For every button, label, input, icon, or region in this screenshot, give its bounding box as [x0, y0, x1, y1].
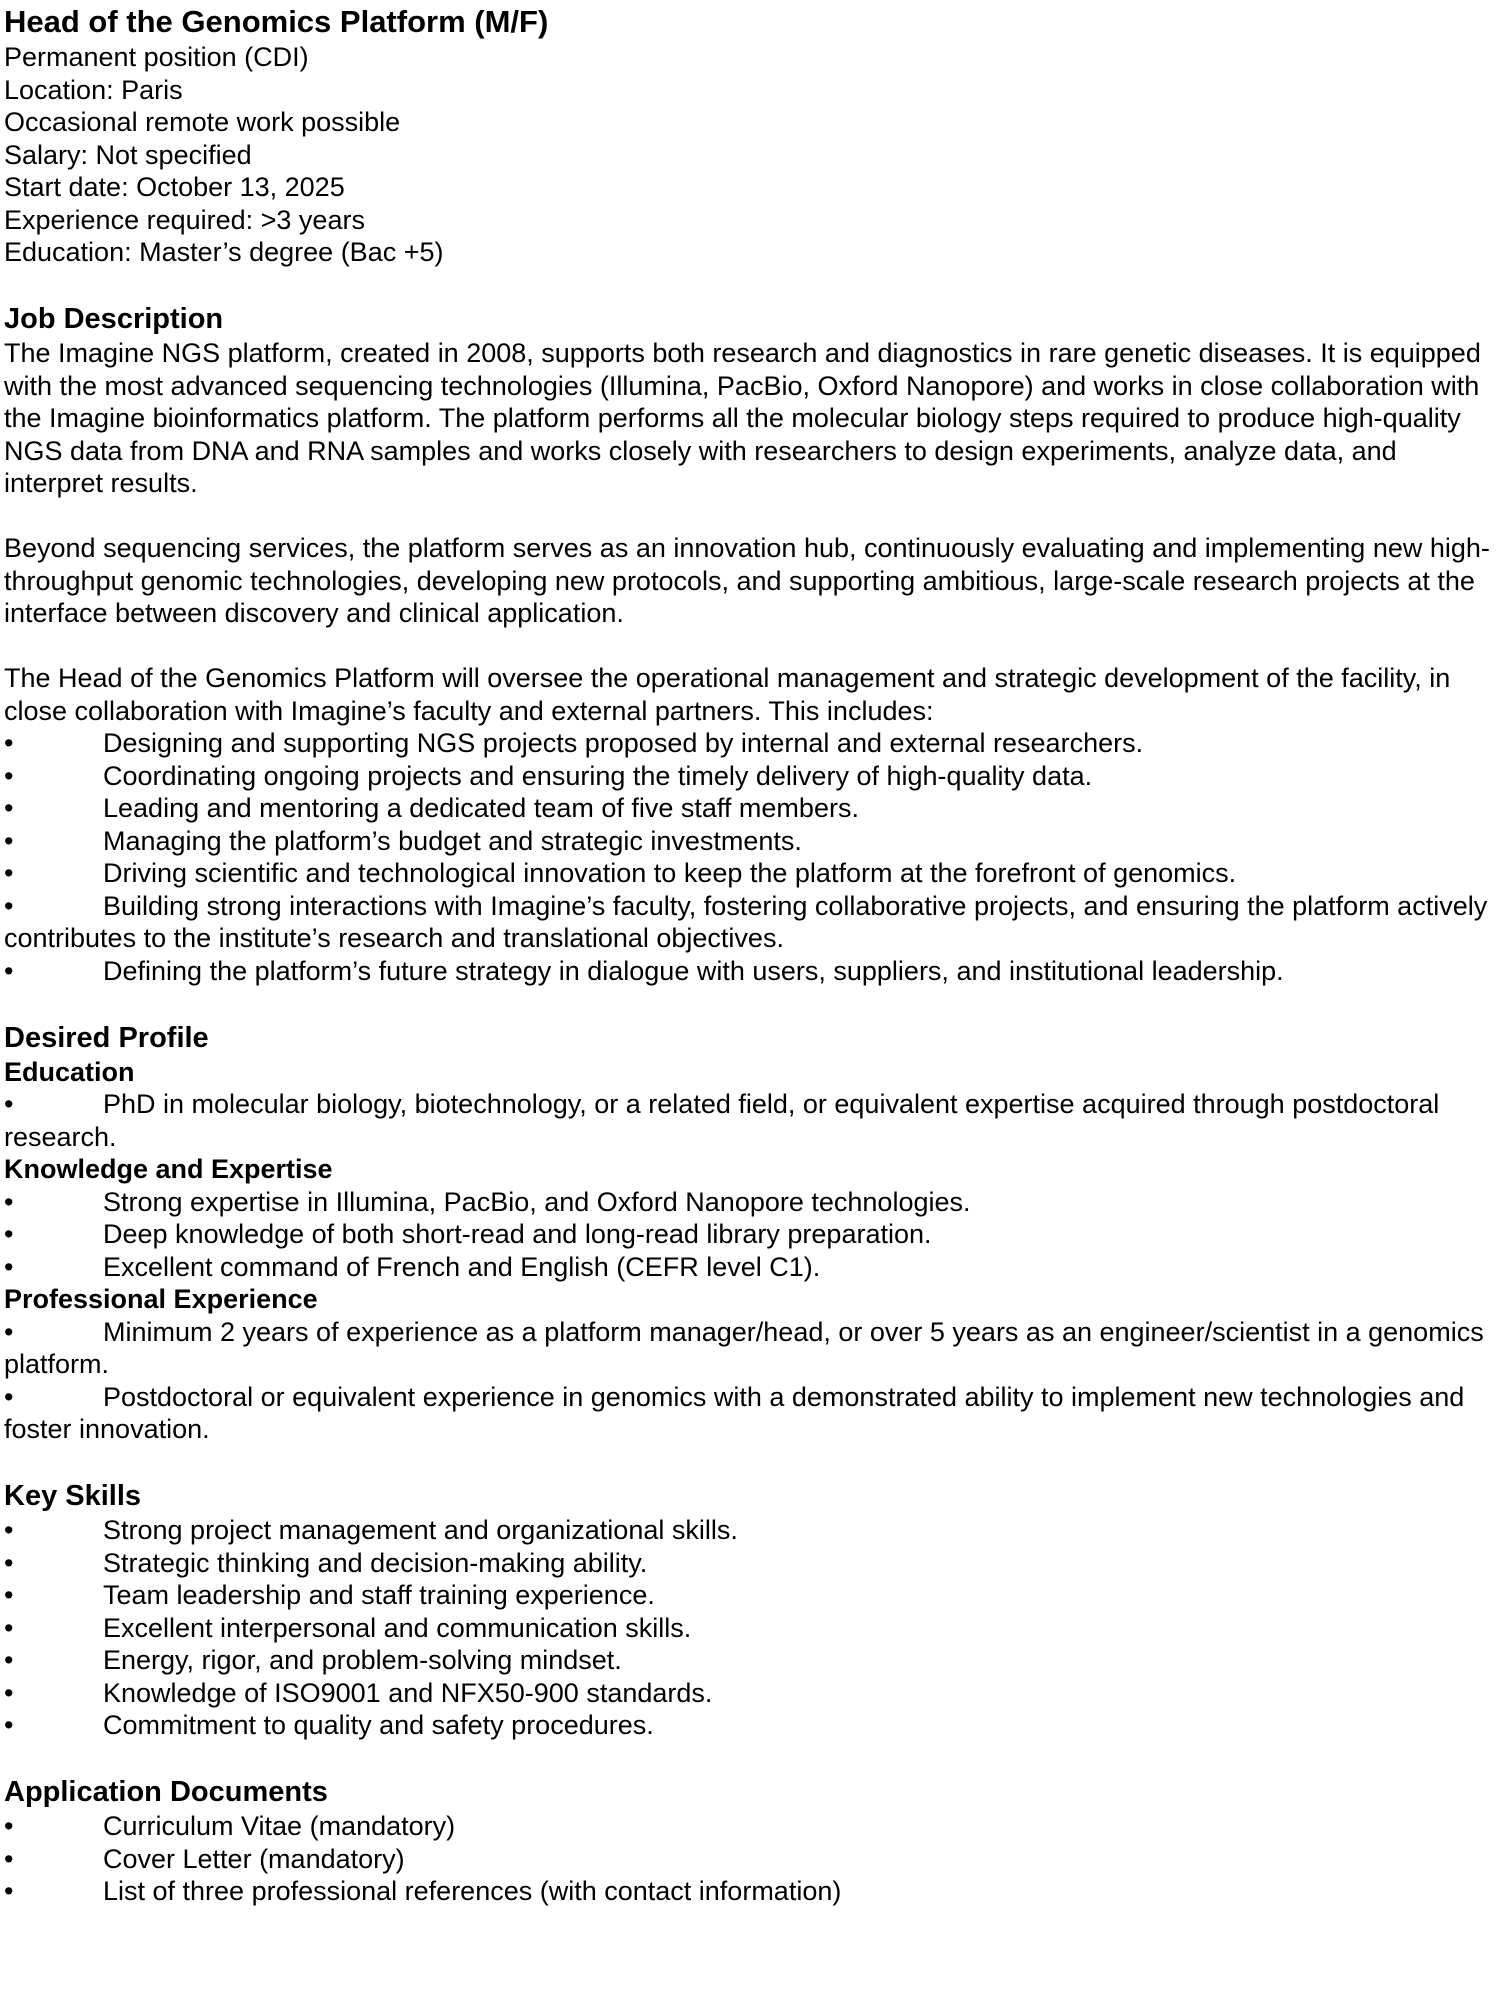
bullet-text: Leading and mentoring a dedicated team of five staff members. — [103, 793, 859, 823]
bullet-text: Excellent interpersonal and communication skills. — [103, 1612, 692, 1643]
bullet-text: Driving scientific and technological innovation to keep the platform at the forefront of genomics. — [103, 858, 1237, 888]
list-item — [4, 1709, 1500, 1742]
section-heading-application-documents: Application Documents — [4, 1776, 328, 1808]
bullet-marker: • — [4, 1381, 14, 1412]
list-item — [4, 1547, 1500, 1580]
meta-line-education: Education: Master’s degree (Bac +5) — [4, 237, 444, 267]
blank-line — [4, 630, 1500, 663]
list-item — [4, 1875, 1500, 1908]
bullet-marker: • — [4, 1219, 14, 1249]
bullet-text: Strong project management and organizational skills. — [103, 1515, 738, 1545]
bullet-marker: • — [4, 825, 14, 856]
bullet-text: Designing and supporting NGS projects proposed by internal and external researchers. — [103, 728, 1144, 758]
blank-line — [4, 500, 1500, 533]
list-item — [4, 1218, 1500, 1251]
list-item — [4, 1381, 1500, 1446]
list-item — [4, 825, 1500, 858]
bullet-marker: • — [4, 1843, 14, 1874]
section-heading-job-description: Job Description — [4, 303, 224, 335]
bullet-marker: • — [4, 858, 14, 888]
subsection-heading-education: Education — [4, 1056, 135, 1087]
blank-line — [4, 987, 1500, 1020]
bullet-marker: • — [4, 1645, 14, 1675]
blank-line — [4, 1742, 1500, 1775]
list-item — [4, 1514, 1500, 1547]
bullet-marker: • — [4, 793, 14, 823]
meta-line-salary: Salary: Not specified — [4, 139, 252, 170]
list-item — [4, 1186, 1500, 1219]
bullet-marker: • — [4, 1876, 14, 1906]
bullet-marker: • — [4, 1677, 14, 1708]
bullet-marker: • — [4, 1580, 14, 1610]
bullet-marker: • — [4, 1612, 14, 1643]
list-item — [4, 1644, 1500, 1677]
bullet-marker: • — [4, 1515, 14, 1545]
bullet-marker: • — [4, 1186, 14, 1217]
bullet-marker: • — [4, 955, 14, 986]
bullet-marker: • — [4, 728, 14, 758]
bullet-marker: • — [4, 890, 14, 921]
blank-line — [4, 1446, 1500, 1479]
subsection-heading-professional-experience: Professional Experience — [4, 1284, 318, 1314]
list-item — [4, 792, 1500, 825]
bullet-text: Coordinating ongoing projects and ensuring the timely delivery of high-quality data. — [103, 760, 1093, 791]
list-item — [4, 1677, 1500, 1710]
page-title: Head of the Genomics Platform (M/F) — [4, 4, 549, 39]
list-item — [4, 857, 1500, 890]
list-item — [4, 955, 1500, 988]
bullet-text: Team leadership and staff training experience. — [103, 1580, 655, 1610]
bullet-text: Deep knowledge of both short-read and long-read library preparation. — [103, 1219, 932, 1249]
bullet-text: Strategic thinking and decision-making ability. — [103, 1547, 648, 1578]
bullet-marker: • — [4, 1547, 14, 1578]
meta-line-experience: Experience required: >3 years — [4, 204, 365, 235]
bullet-text: Minimum 2 years of experience as a platform manager/head, or over 5 years as an engineer/scientist in a genomics platform. — [4, 1316, 1484, 1379]
bullet-marker: • — [4, 1089, 14, 1119]
meta-line-location: Location: Paris — [4, 74, 183, 105]
bullet-text: Curriculum Vitae (mandatory) — [103, 1811, 456, 1841]
bullet-marker: • — [4, 760, 14, 791]
bullet-marker: • — [4, 1710, 14, 1740]
meta-line-start-date: Start date: October 13, 2025 — [4, 172, 345, 202]
bullet-marker: • — [4, 1811, 14, 1841]
bullet-text: PhD in molecular biology, biotechnology, or a related field, or equivalent expertise acquired through postdoctoral research. — [4, 1089, 1440, 1152]
bullet-text: Knowledge of ISO9001 and NFX50-900 standards. — [103, 1677, 713, 1708]
bullet-text: Defining the platform’s future strategy in dialogue with users, suppliers, and institutional leadership. — [103, 955, 1284, 986]
list-item — [4, 1579, 1500, 1612]
list-item — [4, 1843, 1500, 1876]
bullet-text: Postdoctoral or equivalent experience in genomics with a demonstrated ability to implement new technologies and foster innovation. — [4, 1381, 1465, 1444]
subsection-heading-knowledge: Knowledge and Expertise — [4, 1154, 333, 1184]
bullet-text: Strong expertise in Illumina, PacBio, and Oxford Nanopore technologies. — [103, 1186, 971, 1217]
paragraph-innovation-hub: Beyond sequencing services, the platform serves as an innovation hub, continuously evaluating and implementing new high-throughput genomic technologies, developing new protocols, and supporting ambitious, large-scale research projects at the interface between discovery and clinical application. — [4, 533, 1490, 628]
bullet-text: Cover Letter (mandatory) — [103, 1843, 405, 1874]
blank-line — [4, 269, 1500, 302]
section-heading-desired-profile: Desired Profile — [4, 1021, 209, 1054]
list-item — [4, 1810, 1500, 1843]
bullet-text: List of three professional references (with contact information) — [103, 1876, 842, 1906]
bullet-text: Excellent command of French and English (CEFR level C1). — [103, 1251, 821, 1282]
list-item — [4, 1088, 1500, 1153]
list-item — [4, 1316, 1500, 1381]
bullet-text: Commitment to quality and safety procedures. — [103, 1710, 654, 1740]
bullet-marker: • — [4, 1251, 14, 1282]
bullet-text: Managing the platform’s budget and strategic investments. — [103, 825, 802, 856]
list-item — [4, 890, 1500, 955]
list-item — [4, 1612, 1500, 1645]
list-item — [4, 727, 1500, 760]
paragraph-platform-overview: The Imagine NGS platform, created in 2008, supports both research and diagnostics in rare genetic diseases. It is equipped with the most advanced sequencing technologies (Illumina, PacBio, Oxford Nanopore) and works in close collaboration with the Imagine bioinformatics platform. The platform performs all the molecular biology steps required to produce high-quality NGS data from DNA and RNA samples and works closely with researchers to design experiments, analyze data, and interpret results. — [4, 338, 1481, 498]
paragraph-role-summary: The Head of the Genomics Platform will oversee the operational management and strategic development of the facility, in close collaboration with Imagine’s faculty and external partners. This includes: — [4, 663, 1451, 726]
meta-line-remote: Occasional remote work possible — [4, 107, 401, 137]
bullet-text: Energy, rigor, and problem-solving mindset. — [103, 1645, 622, 1675]
list-item — [4, 1251, 1500, 1284]
meta-line-contract: Permanent position (CDI) — [4, 42, 309, 72]
list-item — [4, 760, 1500, 793]
section-heading-key-skills: Key Skills — [4, 1480, 142, 1512]
bullet-marker: • — [4, 1316, 14, 1347]
bullet-text: Building strong interactions with Imagine’s faculty, fostering collaborative projects, and ensuring the platform actively contributes to the institute’s research and translational objectives. — [4, 890, 1488, 953]
